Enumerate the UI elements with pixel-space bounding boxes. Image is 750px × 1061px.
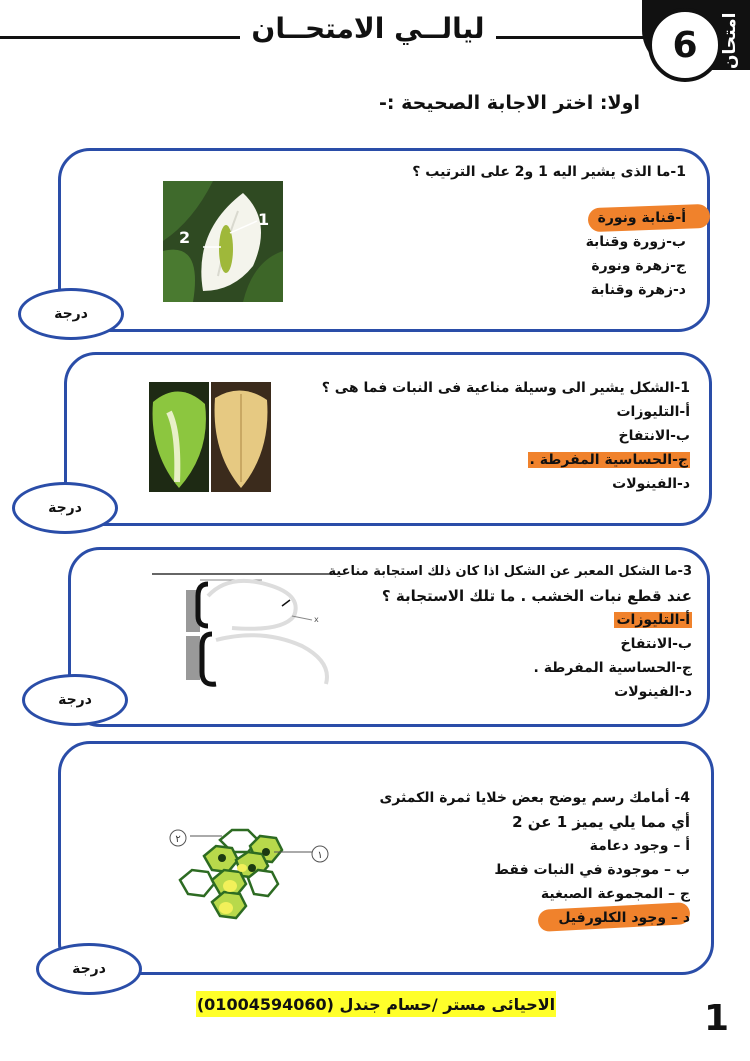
exam-number: 6 (648, 8, 722, 82)
q4-option-c[interactable]: ج – المجموعة الصبغية (540, 886, 690, 902)
cell-label-1: ١ (317, 850, 323, 861)
question-2-text: 1-الشكل يشير الى وسيلة مناعية فى النبات فما هى ؟ (321, 380, 690, 396)
q2-option-c[interactable] (330, 448, 690, 472)
question-1-text: 1-ما الذى يشير اليه 1 و2 على الترتيب ؟ (412, 164, 686, 180)
page-number: 1 (704, 998, 730, 1039)
author-banner: الاحيائى مستر /حسام جندل (01004594060) (196, 991, 556, 1017)
section-title: اولا: اختر الاجابة الصحيحة :- (379, 92, 640, 114)
q3-option-a-text: أ-التليوزات (616, 612, 690, 628)
q4-option-d[interactable]: د – وجود الكلورفيل (558, 910, 690, 926)
question-3-text-2: عند قطع نبات الخشب . ما تلك الاستجابة ؟ (381, 587, 692, 605)
response-diagram (152, 566, 342, 694)
question-1 (330, 160, 686, 302)
page-title: ليالــي الامتحــان (251, 12, 485, 45)
q3-option-b[interactable]: ب-الانتفاخ (620, 636, 692, 652)
leaf-comparison-image (149, 382, 271, 492)
grade-badge-2: درجة (12, 482, 118, 534)
q3-option-a[interactable] (340, 608, 692, 632)
q1-option-d[interactable]: د-زهرة وقنابة (590, 282, 686, 298)
q2-option-b[interactable]: ب-الانتفاخ (618, 428, 690, 444)
q2-option-d[interactable]: د-الفينولات (612, 476, 690, 492)
image-label-2: 2 (179, 228, 191, 247)
q1-option-a[interactable]: أ-قنابة ونورة (597, 210, 686, 226)
q4-option-b[interactable]: ب – موجودة في النبات فقط (494, 862, 690, 878)
cell-label-2: ٢ (175, 834, 181, 845)
question-4-text-1: 4- أمامك رسم يوضح بعض خلايا ثمرة الكمثرى (379, 790, 690, 806)
question-3-text-1: 3-ما الشكل المعبر عن الشكل اذا كان ذلك استجابة مناعية (328, 564, 692, 579)
q3-option-c[interactable]: ج-الحساسية المفرطة . (533, 660, 692, 676)
q2-option-a[interactable]: أ-التليوزات (616, 404, 690, 420)
svg-text:x: x (314, 615, 319, 624)
pear-cells-diagram (164, 820, 340, 928)
image-label-1: 1 (258, 210, 270, 229)
question-2 (321, 376, 690, 496)
question-4 (360, 786, 690, 930)
q4-option-a[interactable]: أ – وجود دعامة (589, 838, 690, 854)
peace-lily-image (163, 181, 283, 302)
q1-option-b[interactable]: ب-زورة وقنابة (585, 234, 686, 250)
q2-option-c-text: ج-الحساسية المفرطة . (529, 452, 688, 468)
header-rule-left (0, 36, 240, 39)
grade-badge-4: درجة (36, 943, 142, 995)
question-4-text-2: أي مما يلي يميز 1 عن 2 (512, 813, 690, 831)
q3-option-d[interactable]: د-الفينولات (614, 684, 692, 700)
question-3 (328, 560, 692, 704)
grade-badge-1: درجة (18, 288, 124, 340)
q1-option-c[interactable]: ج-زهرة ونورة (591, 258, 686, 274)
header-rule-right (496, 36, 646, 39)
exam-label: امتحان (720, 12, 740, 70)
grade-badge-3: درجة (22, 674, 128, 726)
